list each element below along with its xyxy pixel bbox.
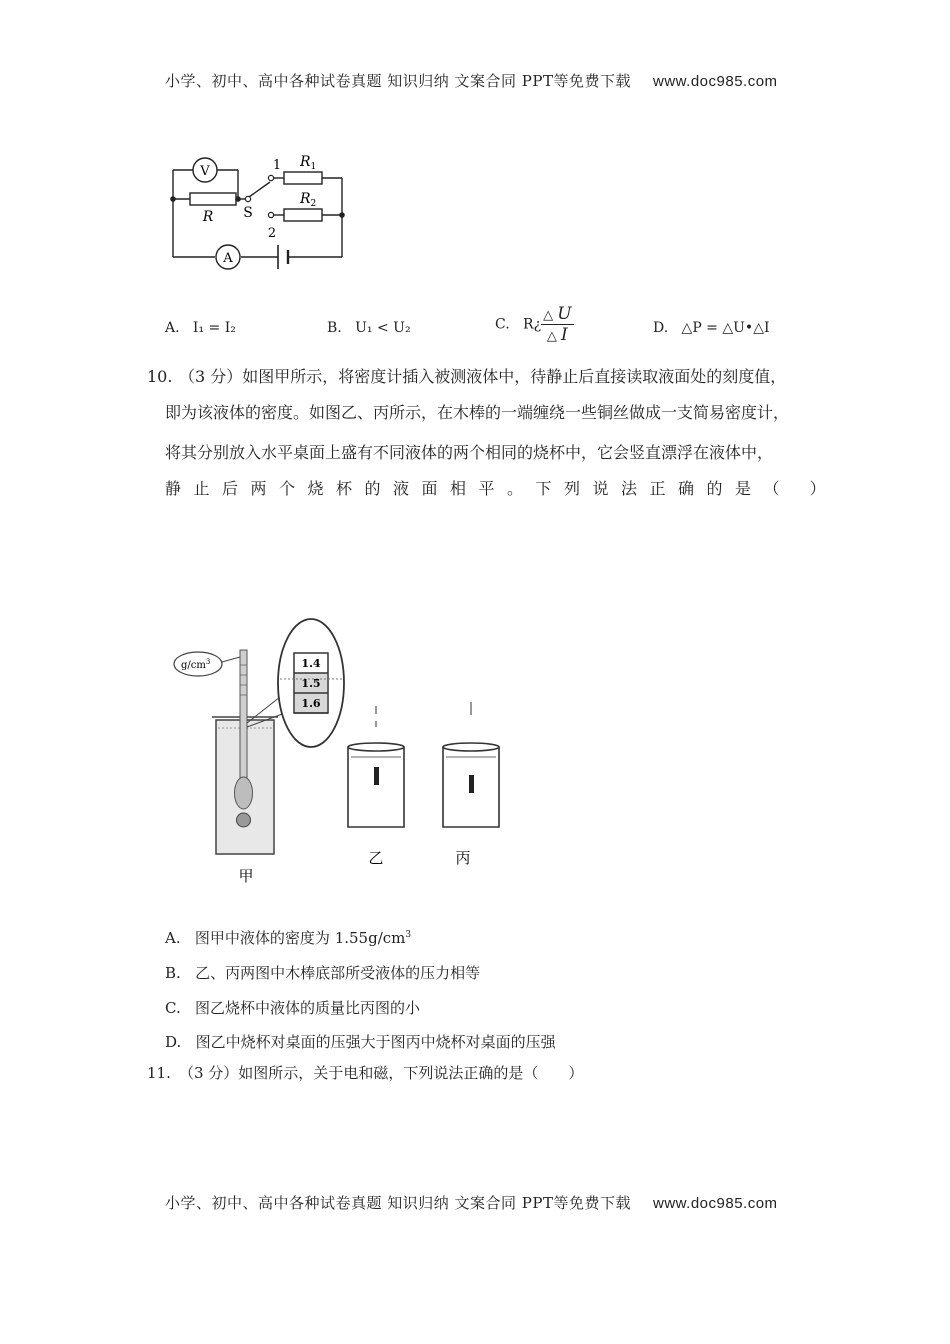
q9-option-d: D. △P = △U•△I [653,320,770,336]
circuit-diagram [160,145,360,275]
page-footer [165,1192,778,1213]
voltmeter-label: V [200,164,210,179]
ammeter-label: A [223,251,233,266]
unit-label: $g/cm^3$ [181,658,211,671]
beaker-jia [212,650,278,854]
q10-number: 10. [147,367,173,386]
q11-number: 11. [147,1064,171,1082]
q10-option-c: C. 图乙烧杯中液体的质量比丙图的小 [165,999,421,1017]
page-header [165,70,778,91]
q10-option-b: B. 乙、丙两图中木棒底部所受液体的压力相等 [165,964,481,982]
scale-mark-1-4: 1.4 [301,657,321,670]
r1-label: $R_1$ [300,154,317,172]
caption-bing: 丙 [455,849,471,867]
caption-yi: 乙 [368,849,384,867]
scale-mark-1-5: 1.5 [301,677,321,690]
q10-line-1: （3 分）如图甲所示，将密度计插入被测液体中，待静止后直接读取液面处的刻度值， [179,367,787,386]
q9-option-b: B. U₁ < U₂ [327,320,411,336]
r2-label: $R_2$ [300,191,317,209]
header-site: www.doc985.com [653,73,778,90]
q9-option-c-fraction: $\frac{\triangle U}{\triangle I}$ [543,304,572,345]
footer-site: www.doc985.com [653,1195,778,1212]
q9-option-a: A. I₁ = I₂ [165,320,236,336]
scale-mark-1-6: 1.6 [301,697,321,710]
footer-text: 小学、初中、高中各种试卷真题 知识归纳 文案合同 PPT等免费下载 [165,1194,631,1212]
header-text: 小学、初中、高中各种试卷真题 知识归纳 文案合同 PPT等免费下载 [165,72,631,90]
densimeter-figure [168,615,508,890]
q9-option-c: C. R¿ $\frac{\triangle U}{\triangle I}$ [495,304,572,345]
switch-pivot-icon [245,196,250,201]
contact-1-label: 1 [272,158,282,173]
beaker-yi [348,706,404,827]
q10-line-3: 将其分别放入水平桌面上盛有不同液体的两个相同的烧杯中，它会竖直漂浮在液体中， [165,443,774,462]
switch-label: S [243,205,253,221]
resistor-label: R [202,209,214,225]
caption-jia: 甲 [238,867,254,885]
q10-option-a: A. 图甲中液体的密度为 $1.55g/cm^3$ [165,929,412,947]
contact-2-label: 2 [267,226,277,241]
q11-text: （3 分）如图所示，关于电和磁，下列说法正确的是（ ） [179,1064,584,1082]
q10-option-d: D. 图乙中烧杯对桌面的压强大于图丙中烧杯对桌面的压强 [165,1033,556,1051]
q10-line-4: 静止后两个烧杯的液面相平。下列说法正确的是（ ） [165,479,839,498]
q10-line-2: 即为该液体的密度。如图乙、丙所示，在木棒的一端缠绕一些铜丝做成一支简易密度计， [165,403,790,422]
beaker-bing [443,702,499,827]
